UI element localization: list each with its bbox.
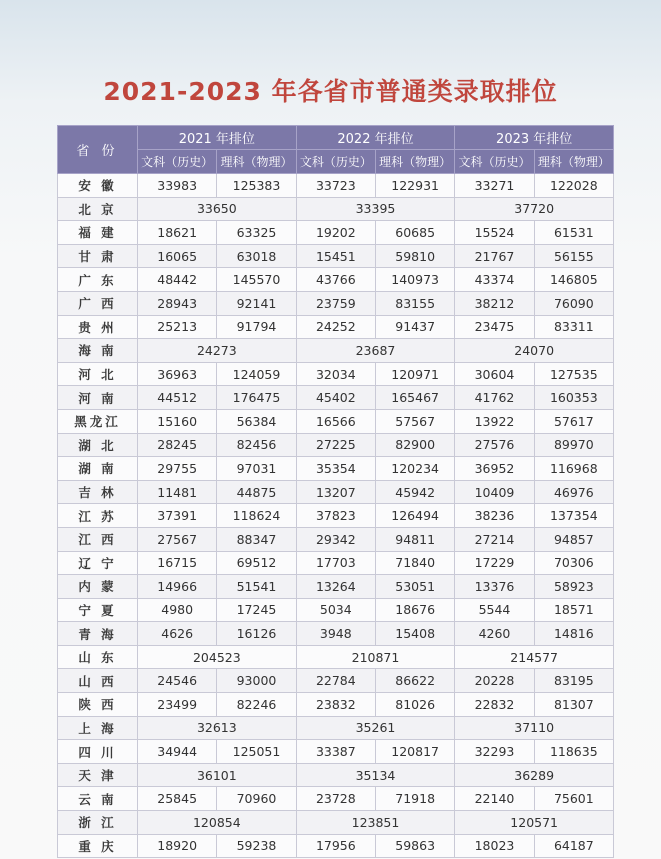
science-rank-cell: 63018 (217, 244, 296, 268)
science-rank-cell: 64187 (534, 834, 613, 858)
subheader-science: 理科（物理） (375, 150, 454, 174)
arts-rank-cell: 27225 (296, 433, 375, 457)
science-rank-cell: 88347 (217, 527, 296, 551)
arts-rank-cell: 32293 (455, 740, 534, 764)
table-row (58, 811, 614, 835)
arts-rank-cell: 15160 (138, 409, 217, 433)
arts-rank-cell: 37823 (296, 504, 375, 528)
province-cell: 湖 南 (58, 457, 138, 481)
arts-rank-cell: 18023 (455, 834, 534, 858)
table-row (58, 339, 614, 363)
arts-rank-cell: 24252 (296, 315, 375, 339)
arts-rank-cell: 25845 (138, 787, 217, 811)
science-rank-cell: 145570 (217, 268, 296, 292)
province-cell: 海 南 (58, 339, 138, 363)
table-row (58, 622, 614, 646)
science-rank-cell: 91437 (375, 315, 454, 339)
province-cell: 重 庆 (58, 834, 138, 858)
subheader-science: 理科（物理） (534, 150, 613, 174)
science-rank-cell: 83155 (375, 291, 454, 315)
table-row (58, 527, 614, 551)
arts-rank-cell: 16566 (296, 409, 375, 433)
arts-rank-cell: 27567 (138, 527, 217, 551)
subheader-arts: 文科（历史） (296, 150, 375, 174)
arts-rank-cell: 15451 (296, 244, 375, 268)
merged-rank-cell: 123851 (296, 811, 455, 835)
science-rank-cell: 146805 (534, 268, 613, 292)
arts-rank-cell: 34944 (138, 740, 217, 764)
province-cell: 辽 宁 (58, 551, 138, 575)
province-cell: 天 津 (58, 763, 138, 787)
arts-rank-cell: 44512 (138, 386, 217, 410)
province-cell: 青 海 (58, 622, 138, 646)
science-rank-cell: 122931 (375, 174, 454, 198)
arts-rank-cell: 38236 (455, 504, 534, 528)
arts-rank-cell: 32034 (296, 362, 375, 386)
table-row (58, 669, 614, 693)
science-rank-cell: 59810 (375, 244, 454, 268)
arts-rank-cell: 23499 (138, 693, 217, 717)
science-rank-cell: 140973 (375, 268, 454, 292)
science-rank-cell: 60685 (375, 221, 454, 245)
science-rank-cell: 56155 (534, 244, 613, 268)
science-rank-cell: 86622 (375, 669, 454, 693)
arts-rank-cell: 41762 (455, 386, 534, 410)
science-rank-cell: 76090 (534, 291, 613, 315)
arts-rank-cell: 15524 (455, 221, 534, 245)
science-rank-cell: 82246 (217, 693, 296, 717)
arts-rank-cell: 17703 (296, 551, 375, 575)
arts-rank-cell: 18621 (138, 221, 217, 245)
merged-rank-cell: 23687 (296, 339, 455, 363)
arts-rank-cell: 27576 (455, 433, 534, 457)
table-row (58, 763, 614, 787)
science-rank-cell: 116968 (534, 457, 613, 481)
province-cell: 陕 西 (58, 693, 138, 717)
table-row (58, 409, 614, 433)
science-rank-cell: 53051 (375, 575, 454, 599)
province-cell: 江 苏 (58, 504, 138, 528)
table-row (58, 457, 614, 481)
merged-rank-cell: 32613 (138, 716, 297, 740)
table-row (58, 268, 614, 292)
province-cell: 宁 夏 (58, 598, 138, 622)
table-row (58, 433, 614, 457)
science-rank-cell: 120817 (375, 740, 454, 764)
science-rank-cell: 126494 (375, 504, 454, 528)
science-rank-cell: 63325 (217, 221, 296, 245)
table-row (58, 480, 614, 504)
science-rank-cell: 45942 (375, 480, 454, 504)
science-rank-cell: 83311 (534, 315, 613, 339)
arts-rank-cell: 22140 (455, 787, 534, 811)
province-cell: 安 徽 (58, 174, 138, 198)
province-cell: 浙 江 (58, 811, 138, 835)
arts-rank-cell: 28245 (138, 433, 217, 457)
province-cell: 贵 州 (58, 315, 138, 339)
science-rank-cell: 70960 (217, 787, 296, 811)
merged-rank-cell: 35134 (296, 763, 455, 787)
arts-rank-cell: 20228 (455, 669, 534, 693)
province-column-header: 省 份 (58, 126, 138, 174)
table-body (58, 174, 614, 858)
province-cell: 河 南 (58, 386, 138, 410)
table-row (58, 716, 614, 740)
merged-rank-cell: 37720 (455, 197, 614, 221)
table-row (58, 693, 614, 717)
arts-rank-cell: 13922 (455, 409, 534, 433)
arts-rank-cell: 43374 (455, 268, 534, 292)
science-rank-cell: 97031 (217, 457, 296, 481)
province-cell: 山 东 (58, 645, 138, 669)
science-rank-cell: 118624 (217, 504, 296, 528)
arts-rank-cell: 16715 (138, 551, 217, 575)
subheader-arts: 文科（历史） (455, 150, 534, 174)
merged-rank-cell: 37110 (455, 716, 614, 740)
science-rank-cell: 176475 (217, 386, 296, 410)
arts-rank-cell: 33271 (455, 174, 534, 198)
province-cell: 上 海 (58, 716, 138, 740)
year-header-2021: 2021 年排位 (138, 126, 297, 150)
arts-rank-cell: 10409 (455, 480, 534, 504)
province-cell: 黑龙江 (58, 409, 138, 433)
arts-rank-cell: 23832 (296, 693, 375, 717)
table-row (58, 197, 614, 221)
province-cell: 内 蒙 (58, 575, 138, 599)
table-row (58, 834, 614, 858)
merged-rank-cell: 120571 (455, 811, 614, 835)
arts-rank-cell: 24546 (138, 669, 217, 693)
arts-rank-cell: 19202 (296, 221, 375, 245)
page-title: 2021-2023 年各省市普通类录取排位 (103, 77, 558, 106)
table-row (58, 551, 614, 575)
year-header-2023: 2023 年排位 (455, 126, 614, 150)
merged-rank-cell: 214577 (455, 645, 614, 669)
merged-rank-cell: 210871 (296, 645, 455, 669)
arts-rank-cell: 36952 (455, 457, 534, 481)
arts-rank-cell: 29342 (296, 527, 375, 551)
arts-rank-cell: 21767 (455, 244, 534, 268)
arts-rank-cell: 30604 (455, 362, 534, 386)
arts-rank-cell: 28943 (138, 291, 217, 315)
merged-rank-cell: 204523 (138, 645, 297, 669)
science-rank-cell: 44875 (217, 480, 296, 504)
science-rank-cell: 120971 (375, 362, 454, 386)
science-rank-cell: 61531 (534, 221, 613, 245)
arts-rank-cell: 22832 (455, 693, 534, 717)
science-rank-cell: 57617 (534, 409, 613, 433)
science-rank-cell: 137354 (534, 504, 613, 528)
table-row (58, 174, 614, 198)
arts-rank-cell: 33723 (296, 174, 375, 198)
merged-rank-cell: 35261 (296, 716, 455, 740)
arts-rank-cell: 33387 (296, 740, 375, 764)
science-rank-cell: 71918 (375, 787, 454, 811)
arts-rank-cell: 33983 (138, 174, 217, 198)
arts-rank-cell: 16065 (138, 244, 217, 268)
subheader-arts: 文科（历史） (138, 150, 217, 174)
arts-rank-cell: 18920 (138, 834, 217, 858)
arts-rank-cell: 4980 (138, 598, 217, 622)
arts-rank-cell: 4626 (138, 622, 217, 646)
table-row (58, 244, 614, 268)
science-rank-cell: 92141 (217, 291, 296, 315)
arts-rank-cell: 43766 (296, 268, 375, 292)
table-row (58, 221, 614, 245)
science-rank-cell: 81026 (375, 693, 454, 717)
arts-rank-cell: 25213 (138, 315, 217, 339)
science-rank-cell: 81307 (534, 693, 613, 717)
province-cell: 广 西 (58, 291, 138, 315)
arts-rank-cell: 3948 (296, 622, 375, 646)
science-rank-cell: 71840 (375, 551, 454, 575)
arts-rank-cell: 4260 (455, 622, 534, 646)
arts-rank-cell: 27214 (455, 527, 534, 551)
arts-rank-cell: 22784 (296, 669, 375, 693)
science-rank-cell: 56384 (217, 409, 296, 433)
science-rank-cell: 51541 (217, 575, 296, 599)
arts-rank-cell: 48442 (138, 268, 217, 292)
science-rank-cell: 17245 (217, 598, 296, 622)
arts-rank-cell: 13207 (296, 480, 375, 504)
province-cell: 福 建 (58, 221, 138, 245)
arts-rank-cell: 38212 (455, 291, 534, 315)
arts-rank-cell: 17229 (455, 551, 534, 575)
arts-rank-cell: 17956 (296, 834, 375, 858)
science-rank-cell: 58923 (534, 575, 613, 599)
table-row (58, 504, 614, 528)
arts-rank-cell: 37391 (138, 504, 217, 528)
science-rank-cell: 59863 (375, 834, 454, 858)
arts-rank-cell: 23475 (455, 315, 534, 339)
merged-rank-cell: 36101 (138, 763, 297, 787)
table-row (58, 386, 614, 410)
science-rank-cell: 83195 (534, 669, 613, 693)
science-rank-cell: 16126 (217, 622, 296, 646)
province-cell: 河 北 (58, 362, 138, 386)
science-rank-cell: 160353 (534, 386, 613, 410)
merged-rank-cell: 33650 (138, 197, 297, 221)
science-rank-cell: 82456 (217, 433, 296, 457)
table-row (58, 315, 614, 339)
table-row (58, 645, 614, 669)
science-rank-cell: 57567 (375, 409, 454, 433)
table-row (58, 291, 614, 315)
science-rank-cell: 125383 (217, 174, 296, 198)
merged-rank-cell: 120854 (138, 811, 297, 835)
science-rank-cell: 70306 (534, 551, 613, 575)
arts-rank-cell: 29755 (138, 457, 217, 481)
science-rank-cell: 122028 (534, 174, 613, 198)
province-cell: 湖 北 (58, 433, 138, 457)
arts-rank-cell: 11481 (138, 480, 217, 504)
science-rank-cell: 120234 (375, 457, 454, 481)
merged-rank-cell: 33395 (296, 197, 455, 221)
merged-rank-cell: 36289 (455, 763, 614, 787)
science-rank-cell: 91794 (217, 315, 296, 339)
science-rank-cell: 69512 (217, 551, 296, 575)
table-row (58, 787, 614, 811)
merged-rank-cell: 24070 (455, 339, 614, 363)
table-row (58, 575, 614, 599)
arts-rank-cell: 23728 (296, 787, 375, 811)
table-row (58, 598, 614, 622)
science-rank-cell: 82900 (375, 433, 454, 457)
science-rank-cell: 125051 (217, 740, 296, 764)
arts-rank-cell: 13264 (296, 575, 375, 599)
province-cell: 山 西 (58, 669, 138, 693)
province-cell: 广 东 (58, 268, 138, 292)
arts-rank-cell: 45402 (296, 386, 375, 410)
merged-rank-cell: 24273 (138, 339, 297, 363)
province-cell: 四 川 (58, 740, 138, 764)
science-rank-cell: 18676 (375, 598, 454, 622)
subheader-science: 理科（物理） (217, 150, 296, 174)
province-cell: 江 西 (58, 527, 138, 551)
arts-rank-cell: 14966 (138, 575, 217, 599)
arts-rank-cell: 35354 (296, 457, 375, 481)
science-rank-cell: 15408 (375, 622, 454, 646)
science-rank-cell: 93000 (217, 669, 296, 693)
province-cell: 北 京 (58, 197, 138, 221)
year-header-2022: 2022 年排位 (296, 126, 455, 150)
science-rank-cell: 94857 (534, 527, 613, 551)
science-rank-cell: 46976 (534, 480, 613, 504)
arts-rank-cell: 36963 (138, 362, 217, 386)
science-rank-cell: 94811 (375, 527, 454, 551)
science-rank-cell: 89970 (534, 433, 613, 457)
science-rank-cell: 118635 (534, 740, 613, 764)
table-header (58, 126, 614, 174)
science-rank-cell: 59238 (217, 834, 296, 858)
science-rank-cell: 14816 (534, 622, 613, 646)
table-row (58, 740, 614, 764)
science-rank-cell: 18571 (534, 598, 613, 622)
arts-rank-cell: 5034 (296, 598, 375, 622)
province-cell: 吉 林 (58, 480, 138, 504)
science-rank-cell: 165467 (375, 386, 454, 410)
arts-rank-cell: 23759 (296, 291, 375, 315)
arts-rank-cell: 13376 (455, 575, 534, 599)
science-rank-cell: 75601 (534, 787, 613, 811)
province-cell: 甘 肃 (58, 244, 138, 268)
science-rank-cell: 124059 (217, 362, 296, 386)
science-rank-cell: 127535 (534, 362, 613, 386)
arts-rank-cell: 5544 (455, 598, 534, 622)
ranking-table (57, 125, 614, 858)
province-cell: 云 南 (58, 787, 138, 811)
table-row (58, 362, 614, 386)
